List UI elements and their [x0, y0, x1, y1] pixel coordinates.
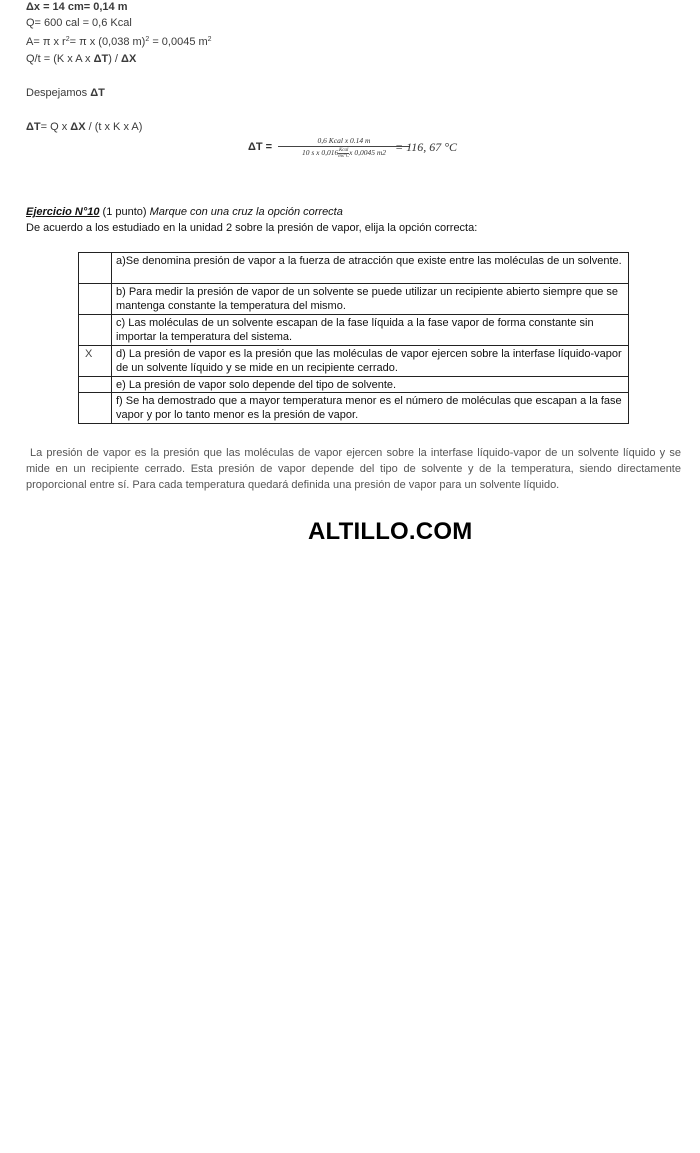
- given-q: Q= 600 cal = 0,6 Kcal: [26, 17, 132, 29]
- given-area: A= π x $r^2= \pi$ x (0,038 m)$^2$ = 0,0045 $m^2$: [26, 36, 212, 48]
- option-row-a: [79, 253, 629, 284]
- option-text: a)Se denomina presión de vapor a la fuerza de atracción que existe entre las moléculas de un solvente.: [112, 253, 629, 284]
- given-dx: Δx = 14 cm= 0,14 m: [26, 1, 128, 13]
- exercise-title: Ejercicio N°10 (1 punto) Marque con una cruz la opción correcta: [26, 206, 343, 218]
- option-text: d) La presión de vapor es la presión que las moléculas de vapor ejercen sobre la interfase líquido-vapor de un solvente líquido y se mide en un recipiente cerrado.: [112, 346, 629, 377]
- option-text: b) Para medir la presión de vapor de un solvente se puede utilizar un recipiente abierto siempre que se mantenga constante la temperatura del mismo.: [112, 284, 629, 315]
- unit-fraction: Kcal ms°C: [338, 148, 350, 159]
- formula-numerator: 0,6 Kcal x 0.14 m: [317, 136, 371, 145]
- option-mark-cell[interactable]: X: [79, 346, 112, 377]
- option-row-f: [79, 393, 629, 424]
- option-row-c: [79, 315, 629, 346]
- option-mark-cell[interactable]: [79, 315, 112, 346]
- formula-denominator: 10 s x 0,016 Kcal ms°C x 0,0045 m2: [301, 148, 387, 159]
- option-mark-cell[interactable]: [79, 284, 112, 315]
- option-row-e: [79, 377, 629, 393]
- option-text: e) La presión de vapor solo depende del tipo de solvente.: [112, 377, 629, 393]
- altillo-logo[interactable]: ALTILLO.COM: [308, 518, 473, 545]
- exercise-intro: De acuerdo a los estudiado en la unidad 2 sobre la presión de vapor, elija la opción correcta:: [26, 222, 478, 234]
- formula-result: = 116, 67 °C: [395, 140, 458, 154]
- option-mark-cell[interactable]: [79, 377, 112, 393]
- solve-label: Despejamos ΔT: [26, 87, 105, 99]
- answer-paragraph: La presión de vapor es la presión que las moléculas de vapor ejercen sobre la interfase líquido-vapor de un solvente líquido y se mide en un recipiente cerrado. Esta presión de vapor depende del tipo de solvente y de la temperatura, siendo directamente proporcional entre sí. Para cada temperatura quedará definida una presión de vapor para un solvente líquido.: [26, 447, 681, 491]
- formula-fraction: [278, 136, 410, 159]
- option-mark-cell[interactable]: [79, 393, 112, 424]
- option-mark-cell[interactable]: [79, 253, 112, 284]
- option-text: c) Las moléculas de un solvente escapan de la fase líquida a la fase vapor de forma constante sin importar la temperatura del sistema.: [112, 315, 629, 346]
- formula-lhs: ΔT =: [248, 141, 273, 153]
- formula-text: ΔT= Q x ΔX / (t x K x A): [26, 121, 143, 133]
- option-row-b: [79, 284, 629, 315]
- option-row-d: [79, 346, 629, 377]
- option-text: f) Se ha demostrado que a mayor temperatura menor es el número de moléculas que escapan a la fase vapor y por lo tanto menor es la presión de vapor.: [112, 393, 629, 424]
- fraction-bar: [278, 146, 410, 147]
- given-flux: Q/t = (K x A x ΔT) / ΔX: [26, 53, 137, 65]
- options-table: [78, 252, 629, 424]
